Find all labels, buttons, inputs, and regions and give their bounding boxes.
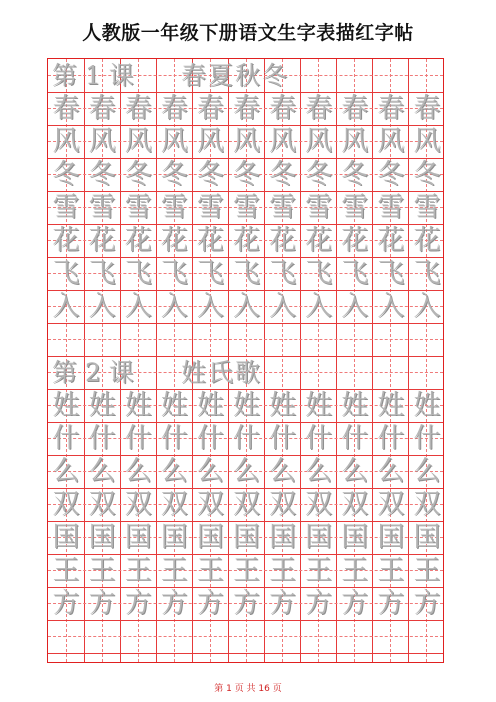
tracing-character: 双 xyxy=(124,489,152,520)
lesson-label: 第 2 课 xyxy=(52,358,134,387)
tracing-character: 姓 xyxy=(124,390,152,421)
tracing-character: 姓 xyxy=(377,390,405,421)
tracing-character: 什 xyxy=(341,423,369,454)
lesson-header xyxy=(48,356,445,389)
tracing-character: 春 xyxy=(124,93,152,124)
tracing-character: 国 xyxy=(413,522,441,553)
tracing-row xyxy=(48,290,445,323)
tracing-row xyxy=(48,257,445,290)
tracing-row xyxy=(48,158,445,191)
tracing-character: 么 xyxy=(124,456,152,487)
tracing-character: 入 xyxy=(377,291,405,322)
tracing-character: 姓 xyxy=(341,390,369,421)
tracing-character: 姓 xyxy=(269,390,297,421)
lesson-characters: 春夏秋冬 xyxy=(181,61,290,90)
tracing-character: 春 xyxy=(305,93,333,124)
tracing-character: 飞 xyxy=(305,258,333,289)
tracing-character: 花 xyxy=(413,225,441,256)
tracing-character: 雪 xyxy=(52,192,80,223)
tracing-character: 雪 xyxy=(269,192,297,223)
tracing-character: 入 xyxy=(413,291,441,322)
tracing-character: 花 xyxy=(305,225,333,256)
tracing-character: 方 xyxy=(52,588,80,619)
tracing-character: 入 xyxy=(269,291,297,322)
tracing-character: 春 xyxy=(196,93,224,124)
tracing-character: 雪 xyxy=(196,192,224,223)
tracing-character: 国 xyxy=(124,522,152,553)
tracing-character: 冬 xyxy=(269,159,297,190)
tracing-character: 国 xyxy=(160,522,188,553)
tracing-character: 冬 xyxy=(377,159,405,190)
tracing-character: 风 xyxy=(196,126,224,157)
tracing-row xyxy=(48,521,445,554)
tracing-character: 风 xyxy=(269,126,297,157)
tracing-character: 姓 xyxy=(413,390,441,421)
tracing-character: 飞 xyxy=(124,258,152,289)
grid-row-guide xyxy=(48,339,443,340)
tracing-character: 冬 xyxy=(196,159,224,190)
tracing-character: 王 xyxy=(305,555,333,586)
tracing-character: 冬 xyxy=(124,159,152,190)
tracing-character: 方 xyxy=(124,588,152,619)
tracing-character: 入 xyxy=(88,291,116,322)
lesson-header xyxy=(48,59,445,92)
tracing-character: 什 xyxy=(160,423,188,454)
tracing-character: 春 xyxy=(232,93,260,124)
tracing-character: 王 xyxy=(124,555,152,586)
tracing-character: 么 xyxy=(269,456,297,487)
tracing-character: 风 xyxy=(88,126,116,157)
tracing-character: 春 xyxy=(160,93,188,124)
tracing-character: 飞 xyxy=(269,258,297,289)
tracing-character: 么 xyxy=(52,456,80,487)
tracing-character: 冬 xyxy=(52,159,80,190)
tracing-grid-sheet xyxy=(47,58,444,663)
tracing-row xyxy=(48,455,445,488)
tracing-character: 花 xyxy=(341,225,369,256)
grid-row-line xyxy=(48,653,443,654)
tracing-character: 方 xyxy=(305,588,333,619)
tracing-character: 双 xyxy=(88,489,116,520)
tracing-character: 花 xyxy=(196,225,224,256)
tracing-character: 姓 xyxy=(232,390,260,421)
tracing-row xyxy=(48,125,445,158)
tracing-character: 春 xyxy=(341,93,369,124)
tracing-character: 入 xyxy=(232,291,260,322)
tracing-character: 风 xyxy=(305,126,333,157)
tracing-character: 王 xyxy=(341,555,369,586)
tracing-character: 雪 xyxy=(160,192,188,223)
tracing-character: 姓 xyxy=(160,390,188,421)
tracing-character: 方 xyxy=(341,588,369,619)
tracing-character: 么 xyxy=(88,456,116,487)
tracing-character: 春 xyxy=(52,93,80,124)
tracing-character: 入 xyxy=(124,291,152,322)
tracing-row xyxy=(48,488,445,521)
tracing-character: 国 xyxy=(196,522,224,553)
tracing-character: 入 xyxy=(341,291,369,322)
tracing-character: 冬 xyxy=(341,159,369,190)
tracing-character: 什 xyxy=(196,423,224,454)
tracing-character: 飞 xyxy=(377,258,405,289)
tracing-character: 冬 xyxy=(88,159,116,190)
page-title: 人教版一年级下册语文生字表描红字帖 xyxy=(82,22,414,44)
tracing-character: 冬 xyxy=(305,159,333,190)
page-footer: 第 1 页 共 16 页 xyxy=(214,684,282,694)
tracing-character: 什 xyxy=(305,423,333,454)
tracing-character: 雪 xyxy=(341,192,369,223)
tracing-character: 方 xyxy=(160,588,188,619)
tracing-row xyxy=(48,191,445,224)
tracing-character: 什 xyxy=(124,423,152,454)
tracing-row xyxy=(48,92,445,125)
tracing-character: 什 xyxy=(52,423,80,454)
tracing-character: 方 xyxy=(269,588,297,619)
tracing-character: 风 xyxy=(413,126,441,157)
tracing-character: 花 xyxy=(377,225,405,256)
tracing-character: 雪 xyxy=(413,192,441,223)
tracing-character: 姓 xyxy=(52,390,80,421)
tracing-character: 国 xyxy=(305,522,333,553)
tracing-character: 飞 xyxy=(413,258,441,289)
tracing-character: 花 xyxy=(124,225,152,256)
tracing-character: 冬 xyxy=(160,159,188,190)
tracing-character: 雪 xyxy=(88,192,116,223)
tracing-character: 方 xyxy=(232,588,260,619)
tracing-character: 冬 xyxy=(232,159,260,190)
tracing-character: 什 xyxy=(269,423,297,454)
tracing-character: 王 xyxy=(377,555,405,586)
tracing-character: 国 xyxy=(52,522,80,553)
tracing-character: 春 xyxy=(269,93,297,124)
tracing-character: 春 xyxy=(413,93,441,124)
tracing-character: 入 xyxy=(52,291,80,322)
tracing-character: 风 xyxy=(377,126,405,157)
tracing-character: 王 xyxy=(413,555,441,586)
tracing-character: 王 xyxy=(269,555,297,586)
tracing-character: 王 xyxy=(88,555,116,586)
tracing-character: 双 xyxy=(52,489,80,520)
tracing-character: 入 xyxy=(160,291,188,322)
tracing-character: 什 xyxy=(232,423,260,454)
tracing-character: 雪 xyxy=(232,192,260,223)
tracing-character: 双 xyxy=(413,489,441,520)
tracing-character: 么 xyxy=(305,456,333,487)
tracing-character: 方 xyxy=(196,588,224,619)
tracing-character: 双 xyxy=(269,489,297,520)
tracing-character: 双 xyxy=(305,489,333,520)
tracing-character: 冬 xyxy=(413,159,441,190)
tracing-character: 什 xyxy=(88,423,116,454)
tracing-character: 双 xyxy=(232,489,260,520)
tracing-row xyxy=(48,587,445,620)
tracing-character: 飞 xyxy=(232,258,260,289)
tracing-character: 入 xyxy=(196,291,224,322)
tracing-character: 王 xyxy=(160,555,188,586)
tracing-character: 双 xyxy=(160,489,188,520)
grid-row-guide xyxy=(48,636,443,637)
tracing-character: 飞 xyxy=(52,258,80,289)
tracing-character: 方 xyxy=(88,588,116,619)
tracing-character: 国 xyxy=(341,522,369,553)
tracing-character: 么 xyxy=(160,456,188,487)
tracing-character: 双 xyxy=(341,489,369,520)
tracing-character: 国 xyxy=(232,522,260,553)
tracing-character: 雪 xyxy=(305,192,333,223)
tracing-character: 么 xyxy=(196,456,224,487)
tracing-row xyxy=(48,224,445,257)
tracing-character: 什 xyxy=(413,423,441,454)
tracing-character: 飞 xyxy=(196,258,224,289)
tracing-row xyxy=(48,422,445,455)
tracing-character: 国 xyxy=(269,522,297,553)
tracing-character: 王 xyxy=(196,555,224,586)
tracing-character: 么 xyxy=(232,456,260,487)
tracing-character: 花 xyxy=(160,225,188,256)
tracing-character: 风 xyxy=(341,126,369,157)
tracing-character: 双 xyxy=(196,489,224,520)
tracing-character: 风 xyxy=(160,126,188,157)
tracing-character: 风 xyxy=(52,126,80,157)
tracing-character: 花 xyxy=(88,225,116,256)
tracing-character: 王 xyxy=(232,555,260,586)
tracing-character: 么 xyxy=(341,456,369,487)
tracing-character: 国 xyxy=(377,522,405,553)
tracing-character: 飞 xyxy=(341,258,369,289)
tracing-character: 雪 xyxy=(124,192,152,223)
tracing-character: 风 xyxy=(232,126,260,157)
lesson-characters: 姓氏歌 xyxy=(181,358,263,387)
tracing-character: 么 xyxy=(377,456,405,487)
tracing-row xyxy=(48,554,445,587)
tracing-character: 花 xyxy=(269,225,297,256)
tracing-row xyxy=(48,389,445,422)
tracing-character: 方 xyxy=(377,588,405,619)
tracing-character: 入 xyxy=(305,291,333,322)
tracing-character: 花 xyxy=(52,225,80,256)
tracing-character: 春 xyxy=(88,93,116,124)
tracing-character: 姓 xyxy=(88,390,116,421)
tracing-character: 双 xyxy=(377,489,405,520)
tracing-character: 飞 xyxy=(88,258,116,289)
tracing-character: 什 xyxy=(377,423,405,454)
tracing-character: 么 xyxy=(413,456,441,487)
tracing-character: 花 xyxy=(232,225,260,256)
tracing-character: 国 xyxy=(88,522,116,553)
tracing-character: 雪 xyxy=(377,192,405,223)
tracing-character: 风 xyxy=(124,126,152,157)
tracing-character: 姓 xyxy=(196,390,224,421)
lesson-label: 第 1 课 xyxy=(52,61,134,90)
tracing-character: 飞 xyxy=(160,258,188,289)
tracing-character: 姓 xyxy=(305,390,333,421)
tracing-character: 方 xyxy=(413,588,441,619)
tracing-character: 春 xyxy=(377,93,405,124)
tracing-character: 王 xyxy=(52,555,80,586)
